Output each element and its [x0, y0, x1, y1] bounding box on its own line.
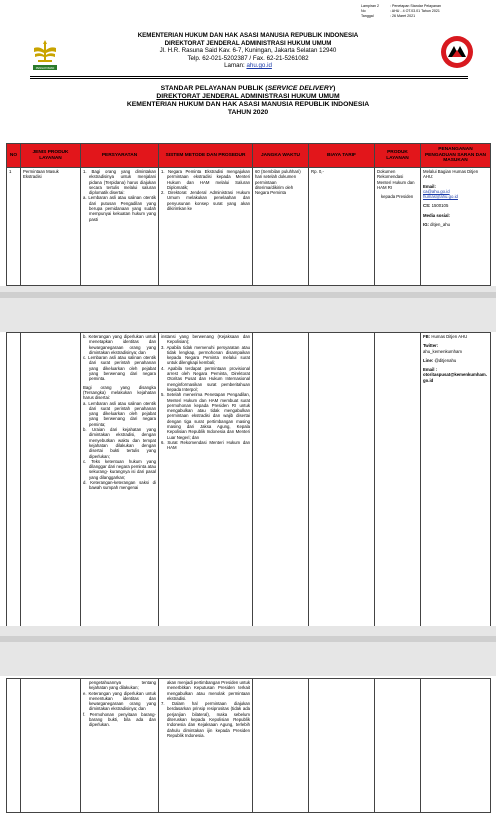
service-standard-table — [6, 143, 491, 286]
letterhead — [60, 32, 436, 70]
cell-persyaratan: pengetahuannya tentang kejahatan yang dilakukan; e. Keterangan yang diperlukan untuk menentukan identitas dan kewarganegaraan orang yang dimintakan ekstradisinya; dan f. Permohonan penyitaan barang-barang bukti, bila ada dan diperlukan. — [81, 679, 159, 813]
cell-pengaduan: Melalui Bagian Humas Ditjen AHU: Email: ca@ahu.go.id humas@ahu.go.id CS: 1500105 Media sosial: IG: ditjen_ahu — [421, 168, 491, 286]
letterhead-directorate: DIREKTORAT JENDERAL ADMINISTRASI HUKUM UMUM — [164, 39, 332, 47]
email-link[interactable]: ca@ahu.go.id — [423, 188, 450, 194]
cell-jenis: Permintaan Masuk Ekstradisi — [21, 168, 81, 286]
col-header: PRODUK LAYANAN — [375, 144, 421, 168]
cell-produk: Dokumen Rekomendasi Menteri Hukum dan HAM RI kepada Presiden — [375, 168, 421, 286]
letterhead-website: Laman: ahu.go.id — [224, 62, 272, 70]
col-header: JENIS PRODUK LAYANAN — [21, 144, 81, 168]
document-page-3 — [0, 676, 496, 815]
lampiran-row: Tanggal : 26 Maret 2021 — [361, 14, 416, 18]
document-page-1 — [0, 0, 496, 286]
title-line-1: STANDAR PELAYANAN PUBLIK (SERVICE DELIVERY) — [160, 85, 336, 92]
letterhead-rule — [30, 76, 468, 77]
col-header: PENANGANAN PENGADUAN SARAN DAN MASUKAN — [421, 144, 491, 168]
email-link[interactable]: humas@ahu.go.id — [423, 194, 458, 200]
service-standard-table-continued — [6, 332, 491, 626]
cell-jangka: 60 (Sembilan puluhhari) hari setelah dokumen permintaan diterima/dikirim oleh Negara Peminta — [253, 168, 309, 286]
table-row — [7, 679, 491, 813]
lampiran-row: No : AHU - 4 OT.03.01 Tahun 2021 — [361, 9, 440, 13]
cell-biaya: Rp. 0,- — [309, 168, 375, 286]
cell-no: 1 — [7, 168, 21, 286]
col-header: BIAYA TARIF — [309, 144, 375, 168]
title-line-4: TAHUN 2020 — [227, 109, 269, 116]
document-page-2 — [0, 332, 496, 626]
ahu-emblem — [440, 35, 474, 69]
cell-persyaratan: 1. Bagi orang yang dimintakan ekstradisinya untuk menjalani pidana (Terpidana) harus diajukan secara tertulis melalui saluran diplomatik disertai: a. Lembaran asli atau salinan otentik dari putusan Pengadilan yang berupa pemidanaan yang sudah mempunyai kekuatan hukum yang pasti — [81, 168, 159, 286]
table-row — [7, 168, 491, 286]
email-link[interactable]: otoritaspusat@kemenkumham.go.id — [423, 372, 487, 383]
lampiran-block — [361, 4, 441, 19]
table-row — [7, 333, 491, 627]
page-separator — [0, 292, 496, 298]
letterhead-ministry: KEMENTERIAN HUKUM DAN HAK ASASI MANUSIA REPUBLIK INDONESIA — [137, 32, 359, 39]
cell-sistem: akan menjadi pertimbangan Presiden untuk menerbitkan Keputusan Presiden terkait mengabulkan atau menolak permintaan ekstradisi. 7. Dalam hal permintaan diajukan berdasarkan prinsip resiprositas (tidak ada perjanjian bilateral), maka sebelum diteruskan kepada Kepolisian Republik Indonesia dan Kejaksaan Agung, terlebih dahulu dimintakan ijin kepada Presiden Republik Indonesia. — [159, 679, 253, 813]
letterhead-rule — [30, 78, 468, 79]
col-header: NO — [7, 144, 21, 168]
title-line-2: DIREKTORAT JENDERAL ADMINISTRASI HUKUM UMUM — [156, 93, 340, 100]
cell-sistem: instansi yang berwenang (Kejaksaan dan Kepolisian); 3. Apabila tidak memenuhi persyaratan atau tidak lengkap, permohonan disampaikan kepada Negara Peminta melalui surat untuk dilengkapi kembali; 4. Apabila terdapat permintaan provisional arrest oleh Negara Peminta, Direktorat Otoritas Pusat dan Hukum Internasional menginformasikan surat pemberitahuan kepada Interpol; 5. Setelah menerima Penetapan Pengadilan, Menteri Hukum dan HAM membuat surat permohonan kepada Presiden RI untuk mengabulkan atau tidak mengabulkan permintaan ekstradisi dan wajib disertai dengan tiga surat pertimbangan masing masing dari Jaksa Agung, Kepala Kepolisian Republik Indonesia dan Menteri Luar Negeri; dan 6. Surat Rekomendasi Menteri Hukum dan HAM — [159, 333, 253, 627]
lampiran-row: Lampiran 2 : Penetapan Standar Pelayanan — [361, 4, 441, 8]
svg-text:PENGAYOMAN: PENGAYOMAN — [35, 67, 55, 70]
service-standard-table-continued — [6, 678, 491, 813]
table-header-row — [7, 144, 491, 168]
letterhead-phone: Telp. 62-021-5202387 / Fax. 62-21-5261082 — [187, 54, 309, 62]
letterhead-address: Jl. H.R. Rasuna Said Kav. 6-7, Kuningan, Jakarta Selatan 12940 — [159, 47, 337, 55]
col-header: PERSYARATAN — [81, 144, 159, 168]
cell-pengaduan: FB: Humas Ditjen AHU Twitter: ahu_kemenkumham Line: @ditjenahu Email : otoritaspusat@kemenkumham.go.id — [421, 333, 491, 627]
title-line-3: KEMENTERIAN HUKUM DAN HAK ASASI MANUSIA REPUBLIK INDONESIA — [126, 101, 370, 108]
website-link[interactable]: ahu.go.id — [246, 62, 272, 70]
kemenkumham-logo — [32, 38, 58, 72]
cell-persyaratan: b. Keterangan yang diperlukan untuk menetapkan identitas dan kewarganegaraan orang yang dimintakan ekstradisinya; dan c. Lembaran asli atau salinan otentik dari surat perintah penahanan yang dikeluarkan oleh pejabat yang berwenang dari negara peminta. Bagi orang yang disangka (Tersangka) melakukan kejahatan harus disertai: a. Lembaran asli atau salinan otentik dari surat perintah penahanan yang dikeluarkan oleh pejabat yang berwenang dari negara peminta; b. Uraian dari kejahatan yang dimintakan ekstradisi, dengan menyebutkan waktu dan tempat kejahatan dilakukan dengan disertai bukti tertulis yang diperlukan; c. Teks ketentuan hukum yang dilanggar dari negara peminta atau sekurang- kurangnya isi dari pasal yang dilanggarkan; d. Keterangan-keterangan saksi di bawah sumpah mengenai — [81, 333, 159, 627]
col-header: SISTEM METODE DAN PROSEDUR — [159, 144, 253, 168]
col-header: JANGKA WAKTU — [253, 144, 309, 168]
document-title — [60, 85, 436, 117]
page-separator — [0, 636, 496, 642]
cell-sistem: 1. Negara Peminta Ekstradisi mengajukan permintaan ekstradisi kepada Menteri Hukum dan HAM melalui Saluran Diplomatik; 2. Direktorat Jenderal Administrasi Hukum Umum melakukan penelaahan dan penyusunan konsep surat yang akan dikirimkan ke — [159, 168, 253, 286]
